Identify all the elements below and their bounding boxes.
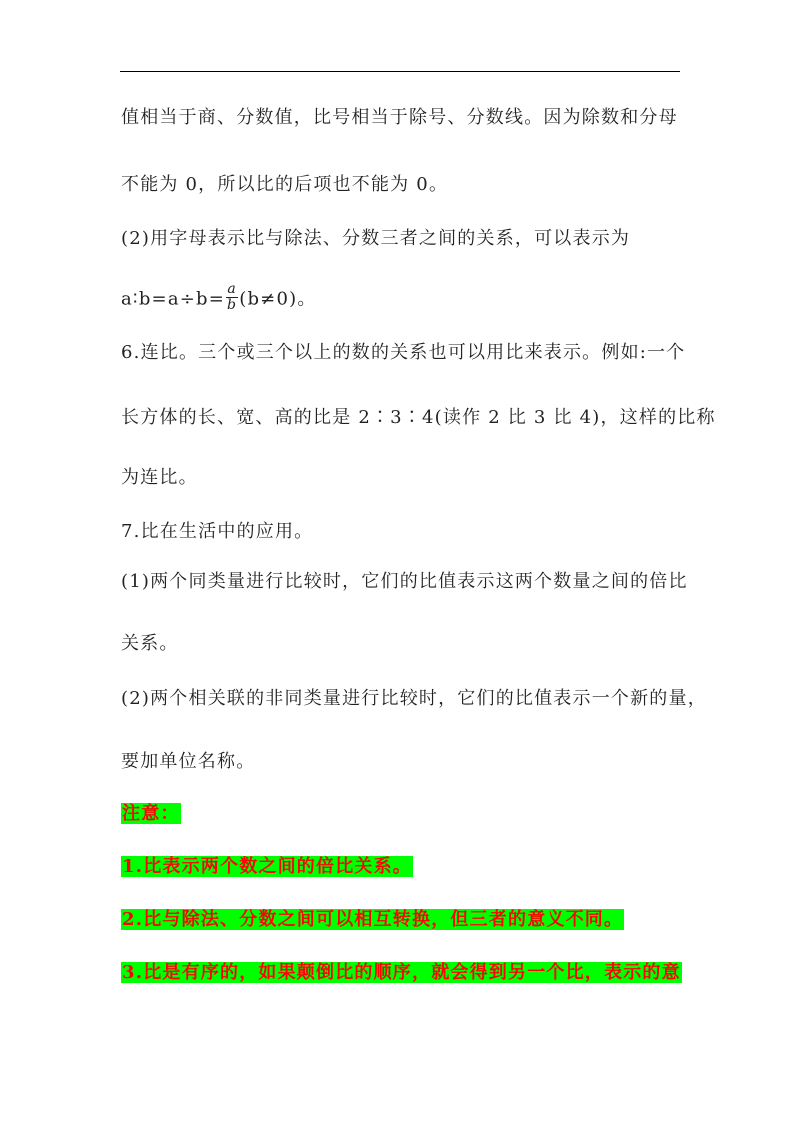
- note-title: [121, 801, 181, 827]
- formula-line: [121, 281, 317, 315]
- text-line: 6.连比。三个或三个以上的数的关系也可以用比来表示。例如:一个: [121, 342, 686, 363]
- text-line: (2)两个相关联的非同类量进行比较时，它们的比值表示一个新的量，: [121, 688, 707, 709]
- text-line: 为连比。: [121, 467, 198, 488]
- note-item-text: 1.比表示两个数之间的倍比关系。: [122, 856, 412, 877]
- formula-suffix: (b≠0)。: [239, 288, 317, 310]
- note-item: [121, 960, 682, 986]
- header-rule: [120, 71, 680, 72]
- note-item-text: 2.比与除法、分数之间可以相互转换，但三者的意义不同。: [122, 909, 624, 930]
- text-line: (1)两个同类量进行比较时，它们的比值表示这两个数量之间的倍比: [121, 571, 688, 592]
- text-line: 不能为 0，所以比的后项也不能为 0。: [121, 174, 449, 195]
- formula-prefix: a∶b=a÷b=: [121, 288, 226, 310]
- note-item: [121, 907, 624, 933]
- text-line: 要加单位名称。: [121, 751, 256, 772]
- text-line: 值相当于商、分数值，比号相当于除号、分数线。因为除数和分母: [121, 107, 678, 128]
- fraction-denominator: b: [227, 297, 238, 313]
- text-line: 关系。: [121, 633, 179, 654]
- text-line: 7.比在生活中的应用。: [121, 521, 314, 542]
- text-line: 长方体的长、宽、高的比是 2∶3∶4(读作 2 比 3 比 4)，这样的比称: [121, 407, 716, 428]
- note-title-text: 注意：: [122, 803, 180, 824]
- note-item: [121, 854, 413, 880]
- text-line: (2)用字母表示比与除法、分数三者之间的关系，可以表示为: [121, 228, 631, 249]
- fraction: [226, 282, 238, 313]
- note-item-text: 3.比是有序的，如果颠倒比的顺序，就会得到另一个比，表示的意: [122, 962, 681, 983]
- fraction-numerator: a: [227, 281, 237, 297]
